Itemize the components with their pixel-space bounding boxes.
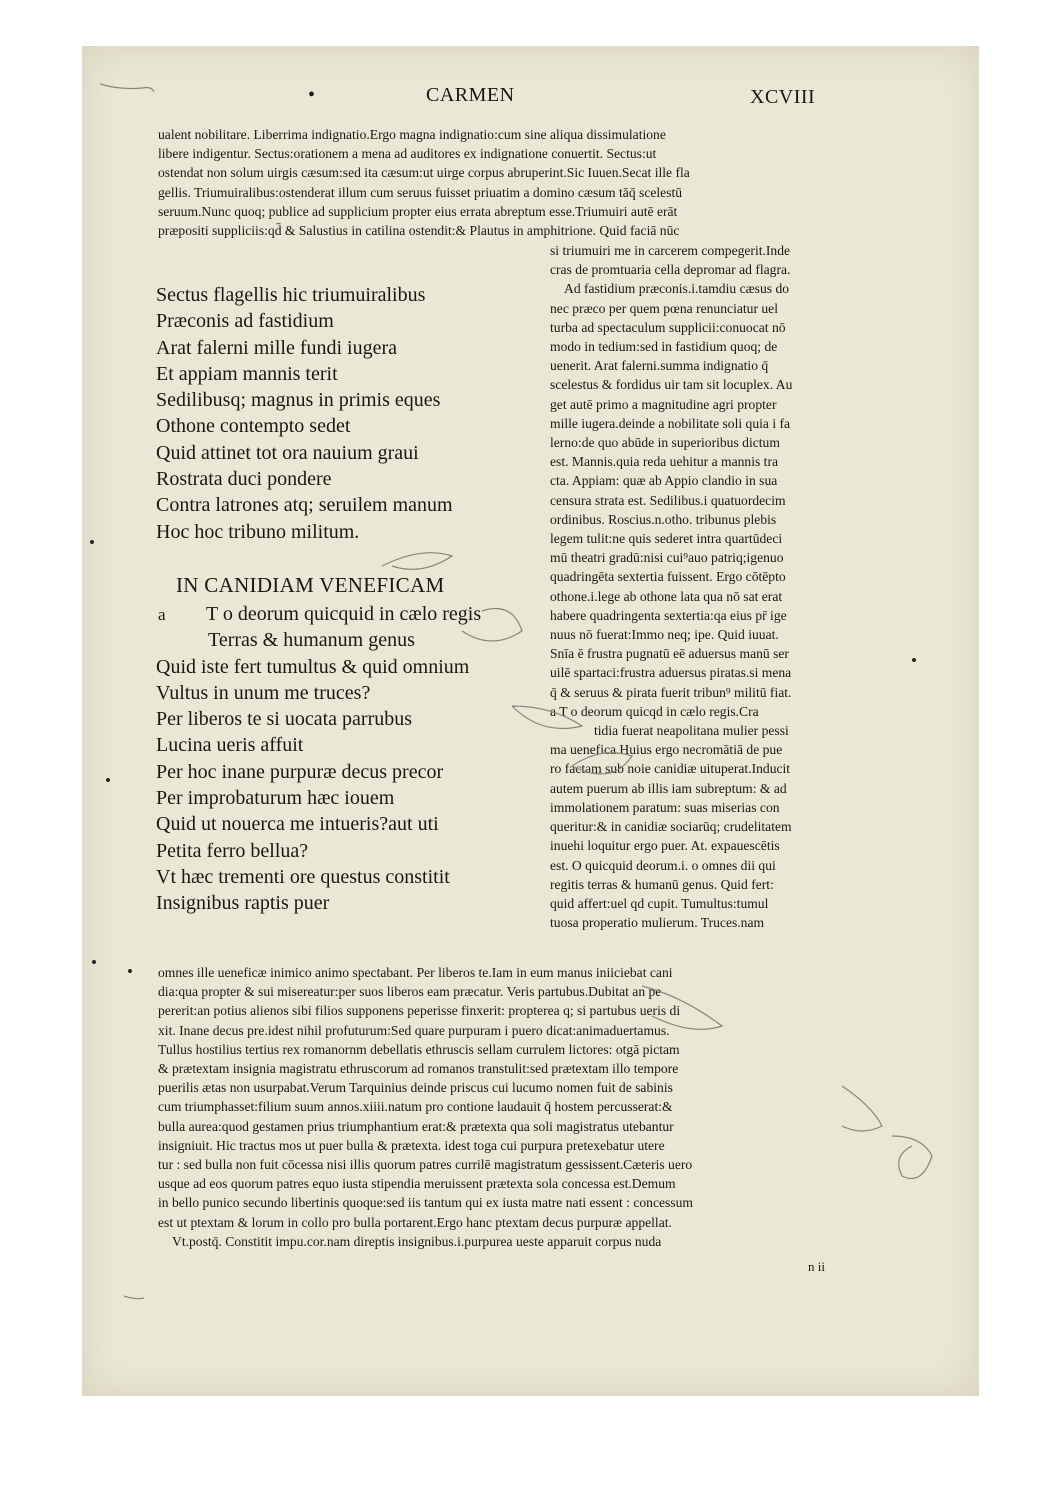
commentary-line: immolationem paratum: suas miserias con xyxy=(550,799,780,815)
commentary-line: usque ad eos quorum patres equo iusta stipendia meruissent prætexta sola concessa est.Demum xyxy=(158,1176,676,1192)
commentary-line: quid affert:uel qd cupit. Tumultus:tumul xyxy=(550,895,769,911)
commentary-line: nec præco per quem pœna renunciatur uel xyxy=(550,300,778,316)
verse-line: T o deorum quicquid in cælo regis xyxy=(206,603,482,625)
commentary-line: pererit:an potius alienos sibi filios supponens peperisse finxerit: propterea q; si partubus ueris di xyxy=(158,1003,681,1019)
signature-mark: n ii xyxy=(808,1259,825,1274)
commentary-line: in bello punico secundo libertinis quoque:sed iis tantum qui ex iusta matre nati essent : concessum xyxy=(158,1195,693,1211)
commentary-line: queritur:& in canidiæ sociarūq; crudelitatem xyxy=(550,819,792,835)
verse-line: Per hoc inane purpuræ decus precor xyxy=(156,760,444,783)
pencil-mark xyxy=(100,84,154,92)
verse-line: Hoc hoc tribuno militum. xyxy=(156,520,360,543)
commentary-line: tur : sed bulla non fuit cōcessa nisi illis quorum patres currilē magistratum gessissent.Cæteris uero xyxy=(158,1157,693,1173)
commentary-line: ro factam sub noie canidiæ uituperat.Inducit xyxy=(550,761,791,777)
verse-line: Arat falerni mille fundi iugera xyxy=(156,336,398,359)
commentary-line: scelestus & fordidus uir tam sit locuplex. Au xyxy=(550,377,793,393)
commentary-line: othone.i.lege ab othone lata qua nō sat erat xyxy=(550,588,783,604)
commentary-line: Ad fastidium præconis.i.tamdiu cæsus do xyxy=(564,281,790,297)
commentary-line: gellis. Triumuiralibus:ostenderat illum cum seruus fuisset priuatim a domino cæsum tāq̄ scelestū xyxy=(158,184,683,200)
commentary-line: cum triumphasset:filium suum annos.xiiii.natum pro contione laudauit q̄ hostem percusserat:& xyxy=(158,1099,673,1115)
verse-line: Per improbaturum hæc iouem xyxy=(156,787,395,810)
verse-line: Rostrata duci pondere xyxy=(156,468,332,491)
commentary-line: uilē spartaci:frustra aduersus piratas.si mena xyxy=(550,665,792,681)
verse-line: Quid ut nouerca me intueris?aut uti xyxy=(156,813,439,836)
commentary-line: turba ad spectaculum supplicii:conuocat nō xyxy=(550,319,786,335)
commentary-line: omnes ille ueneficæ inimico animo spectabant. Per liberos te.Iam in eum manus iniiciebat cani xyxy=(158,965,673,980)
commentary-line: libere indigentur. Sectus:orationem a mena ad auditores ex indignatione conuertit. Sectus:ut xyxy=(158,146,657,162)
commentary-line: modo in tedium:sed in fastidium quoq; de xyxy=(550,339,778,355)
commentary-line: bulla aurea:quod gestamen prius triumphantium erat:& prætexta qua soli magistratus utebantur xyxy=(158,1118,674,1134)
commentary-line: legem tulit:ne quis sederet intra quartūdeci xyxy=(550,531,783,547)
section-title: IN CANIDIAM VENEFICAM xyxy=(176,573,445,597)
commentary-line: Snīa ē frustra pugnatū eē aduersus manū ser xyxy=(550,646,789,662)
pencil-mark xyxy=(572,753,632,774)
commentary-line: dia:qua propter & sui misereatur:per suos liberos eam præcatur. Veris partubus.Dubitat an pe xyxy=(158,984,662,1000)
verse-line: Insignibus raptis puer xyxy=(156,892,330,915)
commentary-line: ostendat non solum uirgis cæsum:sed ita cæsum:ut uirge corpus abruperint.Sic Iuuen.Secat ille fla xyxy=(158,165,690,181)
verse-line: Quid attinet tot ora nauium graui xyxy=(156,441,419,464)
verse-line: Vt hæc trementi ore questus constitit xyxy=(156,865,450,888)
commentary-line: quadringēta sextertia fuissent. Ergo cōtēpto xyxy=(550,569,786,585)
commentary-line: censura strata est. Sedilibus.i quatuordecim xyxy=(550,492,786,508)
margin-letter: a xyxy=(158,605,166,624)
commentary-line: q̄ & seruus & pirata fuerit tribun⁹ militū fiat. xyxy=(550,684,792,700)
verse-line: Contra latrones atq; seruilem manum xyxy=(156,494,453,517)
verse-line: Sedilibusq; magnus in primis eques xyxy=(156,389,441,412)
commentary-line: xit. Inane decus pre.idest nihil profuturum:Sed quare purpuram i puero dicat:animaduertamus. xyxy=(158,1022,670,1038)
commentary-line: puerilis ætas non usurpabat.Verum Tarquinius deinde priscus cui lucumo nomen fuit de sabinis xyxy=(158,1080,673,1096)
commentary-line: inuehi loquitur ergo puer. At. expauescētis xyxy=(550,838,780,854)
page-header-dot: • xyxy=(308,84,316,106)
commentary-line: & prætextam insignia magistratu ethruscorum ad romanos transtulit:sed prætextam illo tempore xyxy=(158,1061,679,1077)
commentary-line: præpositi suppliciis:qd̄ & Salustius in catilina ostendit:& Plautus in amphitrione. Quid faciā nūc xyxy=(158,223,680,239)
inline-margin-letter: a xyxy=(550,703,557,719)
commentary-line: uenerit. Arat falerni.summa indignatio q̄ xyxy=(550,358,769,374)
pencil-mark xyxy=(462,609,522,642)
verse-line: Vultus in unum me truces? xyxy=(156,681,371,704)
verse-line: Et appiam mannis terit xyxy=(156,362,338,385)
commentary-line: Tullus hostilius tertius rex romanornm debellatis ethruscis sellam currulem lictores: otgā pictam xyxy=(158,1041,680,1057)
commentary-line: tidia fuerat neapolitana mulier pessi xyxy=(594,723,789,739)
commentary-line: ma uenefica.Huius ergo necromātiā de pue xyxy=(550,742,783,758)
commentary-line: tuosa properatio mulierum. Truces.nam xyxy=(550,915,765,931)
page-header-title: CARMEN xyxy=(426,84,515,106)
commentary-line: mū theatri gradū:nisi cui⁹auo patriq;igenuo xyxy=(550,550,784,566)
pencil-mark xyxy=(124,1296,144,1299)
pencil-mark xyxy=(892,1136,932,1179)
pencil-mark xyxy=(842,1086,882,1131)
pencil-mark xyxy=(512,703,582,729)
verse-line: Præconis ad fastidium xyxy=(156,310,334,333)
commentary-line: mille iugera.deinde a nobilitate soli quia i fa xyxy=(550,415,791,431)
verse-line: Per liberos te si uocata parrubus xyxy=(156,708,413,731)
commentary-line: Vt.postq̄. Constitit impu.cor.nam direptis insignibus.i.purpurea ueste apparuit corpus nuda xyxy=(172,1233,662,1249)
commentary-line: si triumuiri me in carcerem compegerit.Inde xyxy=(550,243,791,258)
commentary-line: est. O quicquid deorum.i. o omnes dii qui xyxy=(550,857,776,873)
verse-line: Quid iste fert tumultus & quid omnium xyxy=(156,655,470,678)
pencil-mark xyxy=(642,986,722,1029)
commentary-line: seruum.Nunc quoq; publice ad supplicium propter eius errata abreptum esse.Triumuiri autē erāt xyxy=(158,203,678,219)
manuscript-page xyxy=(82,46,979,1396)
pencil-flourishes xyxy=(82,46,979,1396)
commentary-line: est ut ptextam & lorum in collo pro bulla portarent.Ergo hanc ptextam decus purpuræ appellat. xyxy=(158,1214,672,1230)
pencil-mark xyxy=(382,553,452,570)
verse-line: Terras & humanum genus xyxy=(208,629,415,652)
commentary-line: get autē primo a magnitudine agri propter xyxy=(550,396,777,412)
commentary-line: est. Mannis.quia reda uehitur a mannis tra xyxy=(550,454,779,470)
commentary-line: cta. Appiam: quæ ab Appio clandio in sua xyxy=(550,473,778,489)
commentary-line: lerno:de quo abūde in superioribus dictum xyxy=(550,435,780,451)
commentary-line: cras de promtuaria cella depromar ad flagra. xyxy=(550,262,791,278)
commentary-line: habere quadringenta sextertia:qa eius pr̄ ige xyxy=(550,607,787,623)
commentary-line: autem puerum ab illis iam subreptum: & ad xyxy=(550,780,787,796)
verse-line: Lucina ueris affuit xyxy=(156,734,304,757)
commentary-line: nuus nō fuerat:Immo neq; ipe. Quid iuuat. xyxy=(550,627,779,643)
verse-line: Sectus flagellis hic triumuiralibus xyxy=(156,284,426,306)
commentary-line: insigniuit. Hic tractus mos ut puer bulla & prætexta. idest toga cui purpura pretexebatur utere xyxy=(158,1137,665,1153)
commentary-text: T o deorum quicqd in cælo regis.Cra xyxy=(556,703,759,719)
commentary-line: regitis terras & humanū genus. Quid fert: xyxy=(550,876,774,892)
verse-line: Petita ferro bellua? xyxy=(156,839,309,862)
commentary-line: ordinibus. Roscius.n.otho. tribunus plebis xyxy=(550,511,777,527)
verse-line: Othone contempto sedet xyxy=(156,415,351,438)
commentary-line: ualent nobilitare. Liberrima indignatio.Ergo magna indignatio:cum sine aliqua dissimulatione xyxy=(158,127,666,142)
folio-number: XCVIII xyxy=(750,86,816,108)
